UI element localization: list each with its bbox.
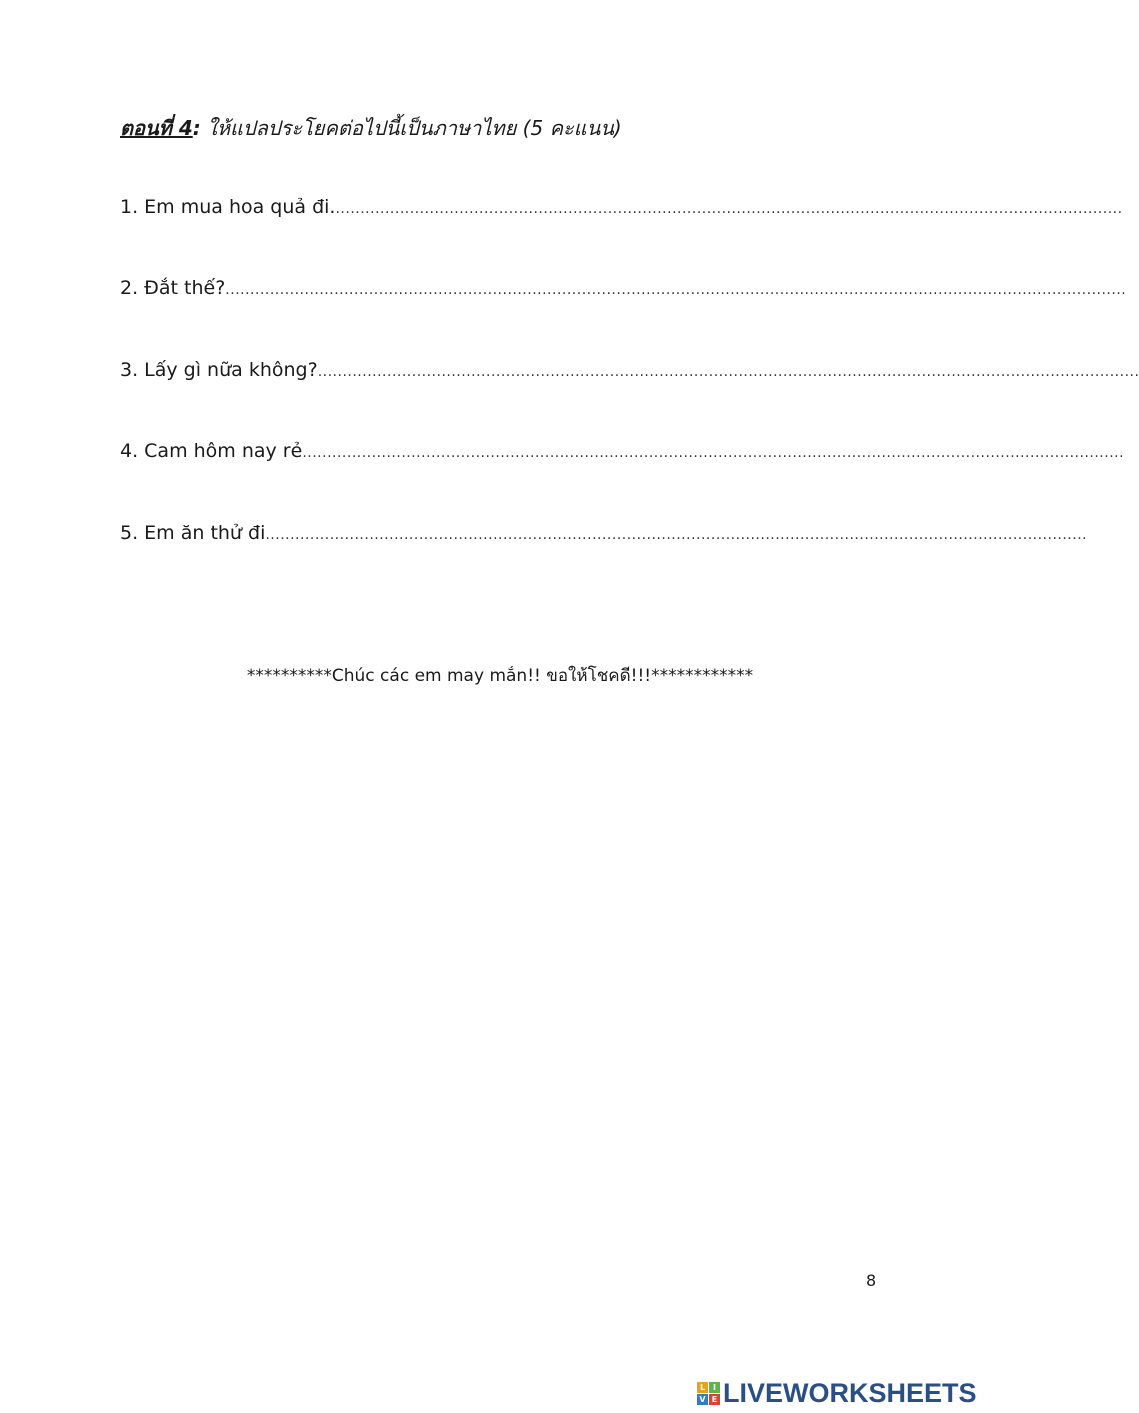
answer-line[interactable]: ............................................................................................................................................................... <box>335 201 1123 217</box>
answer-line[interactable]: ...................................................................................................................................................................... <box>265 527 1088 543</box>
section-instruction: ให้แปลประโยคต่อไปนี้เป็นภาษาไทย (5 คะแนน) <box>200 116 622 140</box>
question-text: 2. Đắt thế? <box>120 277 226 299</box>
answer-line[interactable]: ...................................................................................................................................................................... <box>302 445 1125 461</box>
question-3 <box>120 359 1139 381</box>
question-text: 4. Cam hôm nay rẻ <box>120 440 303 462</box>
logo-mark-cell: E <box>709 1394 720 1405</box>
answer-line[interactable]: ...................................................................................................................................................................................... <box>225 282 1127 298</box>
question-text: 1. Em mua hoa quả đi. <box>120 196 336 218</box>
question-4 <box>120 440 1125 462</box>
liveworksheets-logo[interactable] <box>697 1378 977 1408</box>
question-text: 3. Lấy gì nữa không? <box>120 359 318 381</box>
liveworksheets-mark-icon <box>697 1382 720 1405</box>
logo-mark-cell: L <box>697 1382 708 1393</box>
question-1 <box>120 196 1123 218</box>
section-colon: : <box>192 116 201 140</box>
question-5 <box>120 522 1088 544</box>
logo-text: LIVEWORKSHEETS <box>723 1378 977 1408</box>
section-heading <box>120 112 622 144</box>
logo-mark-cell: I <box>709 1382 720 1393</box>
logo-mark-cell: V <box>697 1394 708 1405</box>
question-2 <box>120 277 1127 299</box>
closing-message: **********Chúc các em may mắn!! ขอให้โชคดี!!!************ <box>246 666 754 686</box>
page-number: 8 <box>866 1271 877 1290</box>
section-label: ตอนที่ 4 <box>120 116 193 140</box>
question-text: 5. Em ăn thử đi <box>120 522 266 544</box>
answer-line[interactable]: ...................................................................................................................................................................... <box>317 364 1139 380</box>
